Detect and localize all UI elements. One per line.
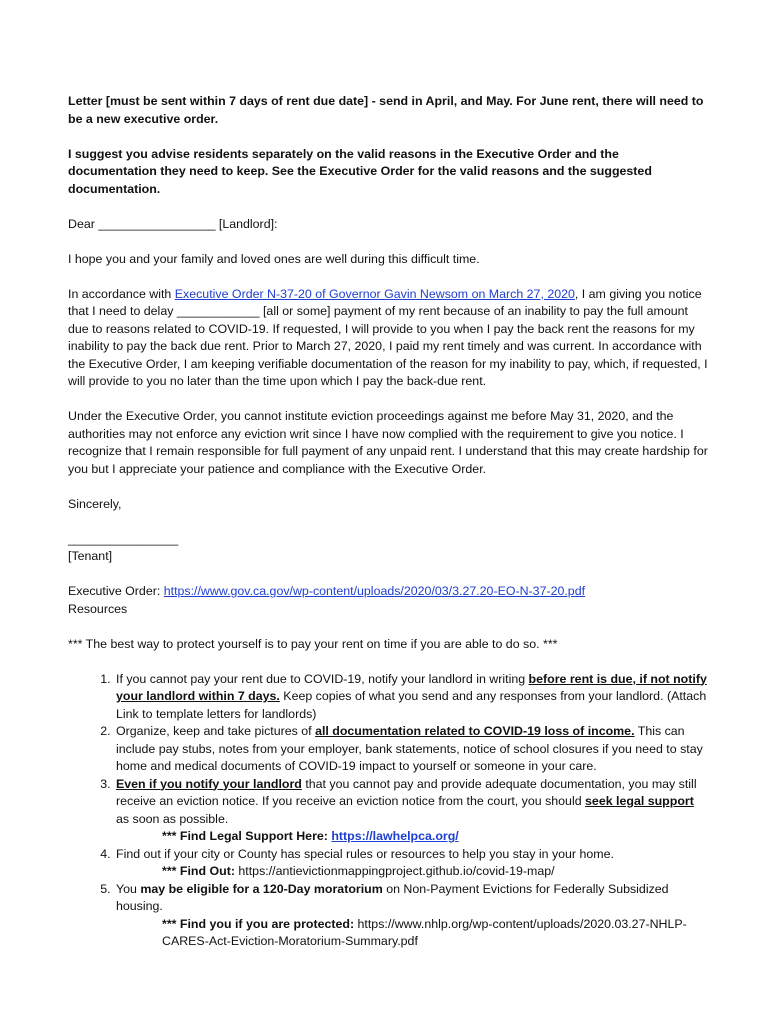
- item3-bold: Even if you notify your landlord: [116, 776, 302, 791]
- find-out-line: [116, 863, 708, 881]
- protected-label: *** Find you if you are protected:: [162, 916, 355, 931]
- salutation: [68, 216, 708, 234]
- list-item: [114, 671, 708, 724]
- item1-text-b: Keep copies of what you send and any responses from your landlord. (Attach Link to template letters for landlords): [116, 689, 707, 721]
- item2-bold: all documentation related to COVID-19 loss of income.: [315, 724, 635, 738]
- signature-line: ________________: [68, 531, 179, 546]
- executive-order-link[interactable]: Executive Order N-37-20 of Governor Gavin Newsom on March 27, 2020: [174, 286, 575, 301]
- resources-heading: Resources: [68, 601, 128, 616]
- item3-text-a: that you cannot pay and provide adequate documentation, you may still receive an eviction notice. If you receive an eviction notice from the court, you should: [116, 776, 697, 808]
- protected-line: [116, 916, 708, 951]
- intro-suggestion: I suggest you advise residents separately on the valid reasons in the Executive Order and the documentation they need to keep. See the Executive Order for the valid reasons and the suggested documentation.: [68, 146, 652, 196]
- body-paragraph-2: Under the Executive Order, you cannot institute eviction proceedings against me before May 31, 2020, and the authorities may not enforce any eviction writ since I have now complied with the requirement to give you notice. I recognize that I remain responsible for full payment of any unpaid rent. I understand that this may create hardship for you but I appreciate your patience and compliance with the Executive Order.: [68, 409, 708, 476]
- salutation-end: [Landlord]:: [215, 216, 278, 231]
- antieviction-url[interactable]: https://antievictionmappingproject.github.io/covid-19-map/: [234, 864, 555, 878]
- eo-label: Executive Order:: [68, 584, 164, 598]
- list-item: [114, 846, 708, 881]
- tip-line: *** The best way to protect yourself is to pay your rent on time if you are able to do so. ***: [68, 636, 558, 651]
- item3-text-b: as soon as possible.: [116, 811, 229, 826]
- item4-text: Find out if your city or County has special rules or resources to help you stay in your home.: [116, 846, 614, 861]
- item1-text-a: If you cannot pay your rent due to COVID-19, notify your landlord in writing: [116, 671, 529, 686]
- resources-list: [68, 671, 708, 951]
- legal-support-line: [116, 828, 708, 846]
- letter-document: [68, 93, 708, 951]
- item2-text-b: This can include pay stubs, notes from your employer, bank statements, notice of school closures if you need to stay home and medical documents of COVID-19 impact to yourself or someone in your care.: [116, 724, 703, 773]
- list-item: [114, 881, 708, 951]
- body1-text-a: In accordance with: [68, 286, 175, 301]
- body1-text-b: , I am giving you notice that I need to delay: [68, 286, 702, 318]
- item1-bold: before rent is due, if not notify your landlord within 7 days.: [116, 671, 707, 703]
- greeting: I hope you and your family and loved ones are well during this difficult time.: [68, 251, 480, 266]
- payment-blank: ____________: [176, 304, 260, 318]
- item2-text-a: Organize, keep and take pictures of: [116, 724, 316, 738]
- body1-text-c: [all or some] payment of my rent because of an inability to pay the full amount due to reasons related to COVID-19. If requested, I will provide to you when I pay the back rent the reasons for my inability to pay the back due rent. Prior to March 27, 2020, I paid my rent timely and was current. In accordance with the Executive Order, I am keeping verifiable documentation of the reason for my inability to pay, which, if requested, I will provide to you no later than the time upon which I pay the back-due rent.: [68, 304, 708, 388]
- item3-bold-2: seek legal support: [585, 794, 694, 808]
- item5-text-b: on Non-Payment Evictions for Federally Subsidized housing.: [116, 881, 669, 913]
- nhlp-url[interactable]: https://www.nhlp.org/wp-content/uploads/2020.03.27-NHLP-CARES-Act-Eviction-Moratorium-Summary.pdf: [162, 916, 687, 948]
- lawhelp-link[interactable]: https://lawhelpca.org/: [331, 829, 459, 843]
- legal-support-label: *** Find Legal Support Here:: [162, 829, 332, 843]
- executive-order-url[interactable]: https://www.gov.ca.gov/wp-content/uploads/2020/03/3.27.20-EO-N-37-20.pdf: [163, 584, 586, 598]
- closing: Sincerely,: [68, 496, 122, 511]
- body-paragraph-1: [68, 286, 708, 391]
- find-out-label: *** Find Out:: [162, 864, 235, 878]
- intro-instruction: Letter [must be sent within 7 days of rent due date] - send in April, and May. For June rent, there will need to be a new executive order.: [68, 94, 704, 126]
- salutation-start: Dear: [68, 216, 99, 231]
- list-item: [114, 776, 708, 846]
- item5-text-a: You: [116, 881, 141, 896]
- signature-name: [Tenant]: [68, 549, 113, 563]
- list-item: [114, 723, 708, 776]
- executive-order-reference: [68, 583, 708, 601]
- landlord-blank: _________________: [98, 216, 216, 231]
- item5-bold: may be eligible for a 120-Day moratorium: [140, 881, 383, 896]
